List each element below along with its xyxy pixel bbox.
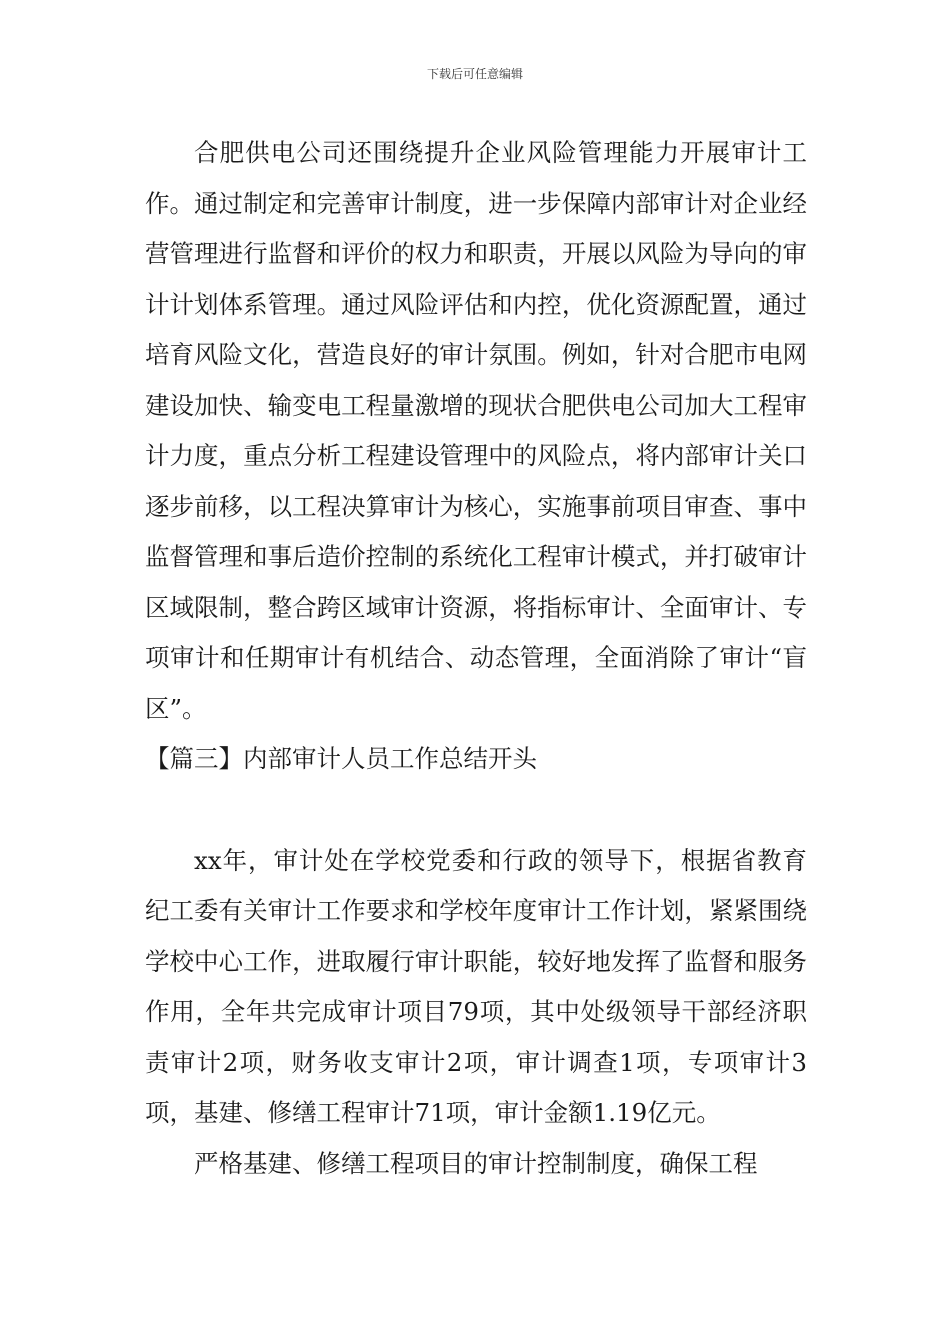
paragraph-1: 合肥供电公司还围绕提升企业风险管理能力开展审计工作。通过制定和完善审计制度，进一步保障内部审计对企业经营管理进行监督和评价的权力和职责，开展以风险为导向的审计计划体系管理。通过风险评估和内控，优化资源配置，通过培育风险文化，营造良好的审计氛围。例如，针对合肥市电网建设加快、输变电工程量激增的现状合肥供电公司加大工程审计力度，重点分析工程建设管理中的风险点，将内部审计关口逐步前移，以工程决算审计为核心，实施事前项目审查、事中监督管理和事后造价控制的系统化工程审计模式，并打破审计区域限制，整合跨区域审计资源，将指标审计、全面审计、专项审计和任期审计有机结合、动态管理，全面消除了审计“盲区”。 <box>145 138 807 723</box>
blank-line <box>145 785 807 836</box>
section-heading: 【篇三】内部审计人员工作总结开头 <box>145 744 537 773</box>
document-body <box>145 128 807 1189</box>
paragraph-2: xx年，审计处在学校党委和行政的领导下，根据省教育纪工委有关审计工作要求和学校年度审计工作计划，紧紧围绕学校中心工作，进取履行审计职能，较好地发挥了监督和服务作用，全年共完成审计项目79项，其中处级领导干部经济职责审计2项，财务收支审计2项，审计调查1项，专项审计3项，基建、修缮工程审计71项，审计金额1.19亿元。 <box>145 845 807 1127</box>
paragraph-3: 严格基建、修缮工程项目的审计控制制度，确保工程 <box>194 1148 758 1178</box>
page-header-note: 下载后可任意编辑 <box>426 67 523 81</box>
